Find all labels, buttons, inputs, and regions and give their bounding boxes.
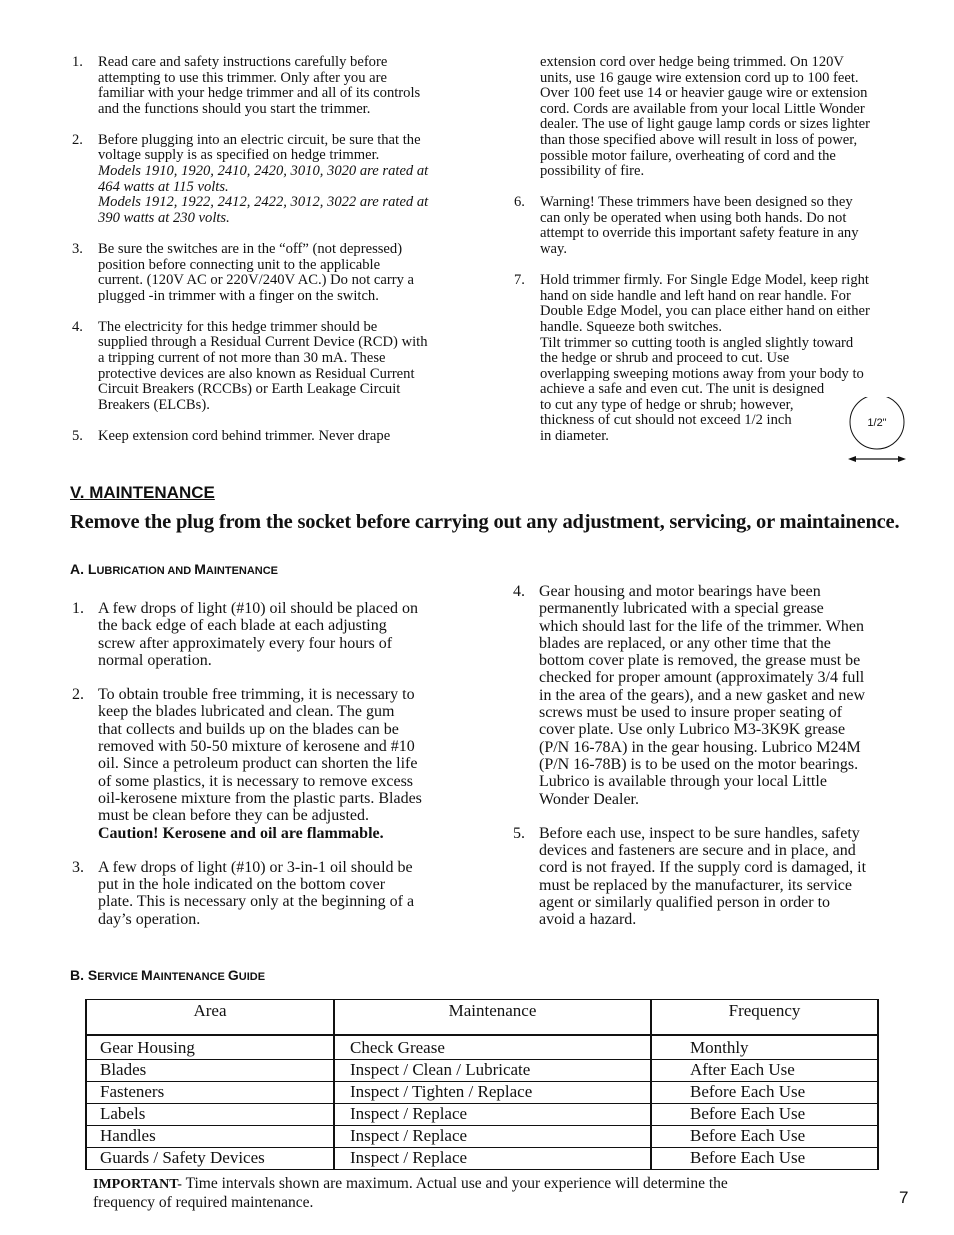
table-cell: Inspect / Clean / Lubricate xyxy=(334,1060,651,1082)
table-cell: Inspect / Replace xyxy=(334,1126,651,1148)
table-cell: After Each Use xyxy=(651,1060,878,1082)
important-note xyxy=(93,1175,883,1212)
important-label: IMPORTANT- xyxy=(93,1177,182,1192)
list-item: 2. To obtain trouble free trimming, it is necessary to keep the blades lubricated and clean. The gum that collects and builds up on the blades can be removed with 50-50 mixture of kerosene and #10 oil. Since a petroleum product can shorten the life of some plastics, it is necessary to remove excess oil-kerosene mixture from the plastic parts. Blades must be clean before they can be adjusted. Caution! Kerosene and oil are flammable. xyxy=(70,686,480,842)
list-item: 3. A few drops of light (#10) or 3-in-1 oil should be put in the hole indicated on the bottom cover plate. This is necessary only at the beginning of a day’s operation. xyxy=(72,858,415,928)
top-left-column xyxy=(70,55,470,460)
table-row xyxy=(86,1104,878,1126)
page-number: 7 xyxy=(899,1188,909,1207)
column-header-area: Area xyxy=(86,1000,334,1036)
list-item: 1. A few drops of light (#10) oil should be placed on the back edge of each blade at each adjusting screw after approximately every four hours of normal operation. xyxy=(72,600,418,669)
table-cell: Inspect / Replace xyxy=(334,1104,651,1126)
table-cell: Gear Housing xyxy=(86,1035,334,1060)
list-item: 5. Keep extension cord behind trimmer. Never drape xyxy=(72,427,391,444)
table-cell: Inspect / Replace xyxy=(334,1148,651,1170)
table-row xyxy=(86,1082,878,1104)
list-item: 6. Warning! These trimmers have been designed so they can only be operated when using both hands. Do not attempt to override this important safety feature in any way. xyxy=(514,194,859,258)
lubrication-right-column xyxy=(511,583,931,946)
table-header-row xyxy=(86,1000,878,1036)
list-item: 1. Read care and safety instructions carefully before attempting to use this trimmer. Only after you are familiar with your hedge trimmer and all of its controls and the functions should you start the trimmer. xyxy=(72,54,421,117)
list-item-continuation: extension cord over hedge being trimmed. On 120V units, use 16 gauge wire extension cord up to 100 feet. Over 100 feet use 14 or heavier gauge wire or extension cord. Cords are available from your local Little Wonder dealer. The use of light gauge lamp cords or sizes lighter than those specified above will result in loss of power, possible motor failure, overheating of cord and the possibility of fire. xyxy=(540,54,871,180)
half-inch-diameter-figure xyxy=(848,397,906,467)
table-cell: Inspect / Tighten / Replace xyxy=(334,1082,651,1104)
table-cell: Blades xyxy=(86,1060,334,1082)
table-cell: Before Each Use xyxy=(651,1126,878,1148)
caution-text: Caution! Kerosene and oil are flammable. xyxy=(98,824,384,842)
model-ratings: Models 1910, 1920, 2410, 2420, 3010, 3020 are rated at 464 watts at 115 volts. Models 1912, 1922, 2412, 2422, 3012, 3022 are rated at 390 watts at 230 volts. xyxy=(98,163,429,226)
column-header-maintenance: Maintenance xyxy=(334,1000,651,1036)
table-cell: Fasteners xyxy=(86,1082,334,1104)
table-cell: Labels xyxy=(86,1104,334,1126)
important-text: Time intervals shown are maximum. Actual use and your experience will determine the frequency of required maintenance. xyxy=(93,1175,728,1211)
lubrication-left-column xyxy=(70,600,480,945)
subsection-heading-lubrication: A. LUBRICATION AND MAINTENANCE xyxy=(70,561,279,577)
table-cell: Check Grease xyxy=(334,1035,651,1060)
table-row xyxy=(86,1060,878,1082)
table-cell: Monthly xyxy=(651,1035,878,1060)
table-row xyxy=(86,1148,878,1170)
table-cell: Before Each Use xyxy=(651,1104,878,1126)
list-item: 2. Before plugging into an electric circuit, be sure that the voltage supply is as specified on hedge trimmer. Models 1910, 1920, 2410, 2420, 3010, 3020 are rated at 464 watts at 115 volts. Models 1912, 1922, 2412, 2422, 3012, 3022 are rated at 390 watts at 230 volts. xyxy=(70,133,470,227)
table-cell: Before Each Use xyxy=(651,1148,878,1170)
service-maintenance-table xyxy=(85,999,879,1170)
subsection-heading-service-guide: B. SERVICE MAINTENANCE GUIDE xyxy=(70,967,266,983)
list-item: 3. Be sure the switches are in the “off” (not depressed) position before connecting unit to the applicable current. (120V AC or 220V/240V AC.) Do not carry a plugged -in trimmer with a finger on the switch. xyxy=(72,240,415,304)
section-heading: V. MAINTENANCE xyxy=(70,483,215,502)
list-item: 4. Gear housing and motor bearings have been permanently lubricated with a special grease which should last for the life of the trimmer. When blades are replaced, or any other time that the bottom cover plate is removed, the grease must be checked for proper amount (approximately 3/4 full in the area of the gears), and a new gasket and new screws must be used to insure proper seating of cover plate. Use only Lubrico M3-3K9K grease (P/N 16-78A) in the gear housing. Lubrico M24M (P/N 16-78B) is to be used on the motor bearings. Lubrico is available through your local Little Wonder Dealer. xyxy=(513,583,866,808)
table-row xyxy=(86,1126,878,1148)
list-item: 7. Hold trimmer firmly. For Single Edge Model, keep right hand on side handle and left hand on rear handle. For Double Edge Model, you can place either hand on either handle. Squeeze both switches. Tilt trimmer so cutting tooth is angled slightly toward the hedge or shrub and proceed to cut. Use overlapping sweeping motions away from your body to achieve a safe and even cut. The unit is designed to cut any type of hedge or shrub; however, thickness of cut should not exceed 1/2 inch in diameter. xyxy=(514,272,870,445)
column-header-frequency: Frequency xyxy=(651,1000,878,1036)
warning-statement: Remove the plug from the socket before carrying out any adjustment, servicing, or maintainence. xyxy=(70,511,900,533)
table-cell: Handles xyxy=(86,1126,334,1148)
list-item: 5. Before each use, inspect to be sure handles, safety devices and fasteners are secure and in place, and cord is not frayed. If the supply cord is damaged, it must be replaced by the manufacturer, its service agent or similarly qualified person in order to avoid a hazard. xyxy=(513,824,867,929)
table-cell: Guards / Safety Devices xyxy=(86,1148,334,1170)
list-item: 4. The electricity for this hedge trimmer should be supplied through a Residual Current Device (RCD) with a tripping current of not more than 30 mA. These protective devices are also known as Residual Current Circuit Breakers (RCCBs) or Earth Leakage Circuit Breakers (ELCBs). xyxy=(72,318,428,413)
table-row xyxy=(86,1035,878,1060)
table-cell: Before Each Use xyxy=(651,1082,878,1104)
figure-label: 1/2" xyxy=(867,417,887,429)
